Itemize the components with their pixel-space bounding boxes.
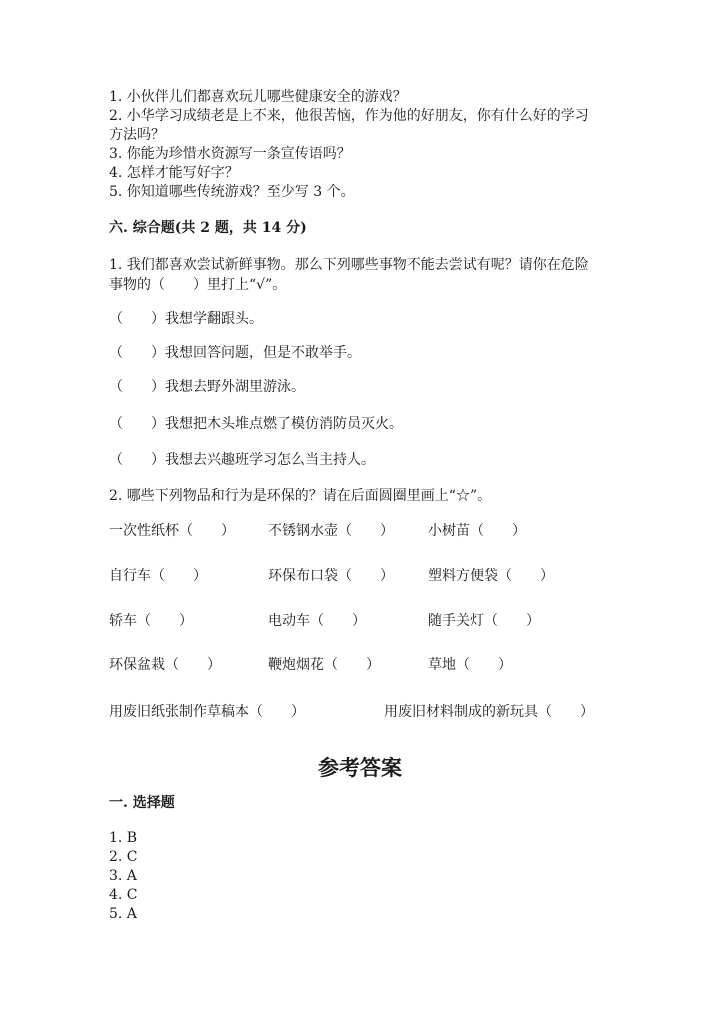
option-item: （ ）我想去兴趣班学习怎么当主持人。	[109, 452, 375, 468]
grid-item: 小树苗（ ）	[428, 523, 526, 539]
question-text: 1. 我们都喜欢尝试新鲜事物。那么下列哪些事物不能去尝试有呢？请你在危险	[109, 257, 589, 273]
question-line: 5. 你知道哪些传统游戏？至少写 3 个。	[109, 184, 355, 200]
section-heading: 一. 选择题	[109, 795, 175, 811]
answers-title: 参考答案	[318, 755, 402, 780]
question-line: 方法吗？	[109, 127, 165, 143]
grid-item: 不锈钢水壶（ ）	[268, 523, 394, 539]
option-item: （ ）我想回答问题，但是不敢举手。	[109, 345, 361, 361]
grid-item: 轿车（ ）	[109, 613, 193, 629]
question-text: 2. 哪些下列物品和行为是环保的？请在后面圆圈里画上“☆”。	[109, 488, 492, 504]
answer-item: 1. B	[109, 830, 138, 846]
grid-item: 自行车（ ）	[109, 568, 207, 584]
question-line: 3. 你能为珍惜水资源写一条宣传语吗？	[109, 146, 351, 162]
grid-item: 鞭炮烟花（ ）	[268, 657, 380, 673]
section-heading: 六. 综合题(共 2 题，共 14 分)	[109, 220, 307, 236]
question-text: 事物的（ ）里打上“√”。	[109, 277, 287, 293]
grid-item: 电动车（ ）	[268, 613, 366, 629]
option-item: （ ）我想把木头堆点燃了模仿消防员灭火。	[109, 416, 403, 432]
grid-item: 用废旧材料制成的新玩具（ ）	[384, 704, 594, 720]
answer-item: 3. A	[109, 868, 137, 884]
grid-item: 环保布口袋（ ）	[268, 568, 394, 584]
grid-item: 随手关灯（ ）	[428, 613, 540, 629]
grid-item: 环保盆栽（ ）	[109, 657, 221, 673]
grid-item: 塑料方便袋（ ）	[428, 568, 554, 584]
grid-item: 用废旧纸张制作草稿本（ ）	[109, 704, 305, 720]
answer-item: 2. C	[109, 849, 138, 865]
question-line: 1. 小伙伴儿们都喜欢玩儿哪些健康安全的游戏？	[109, 89, 407, 105]
question-line: 4. 怎样才能写好字？	[109, 165, 239, 181]
grid-item: 草地（ ）	[428, 657, 512, 673]
answer-item: 5. A	[109, 906, 137, 922]
grid-item: 一次性纸杯（ ）	[109, 523, 235, 539]
option-item: （ ）我想去野外湖里游泳。	[109, 379, 305, 395]
question-line: 2. 小华学习成绩老是上不来，他很苦恼，作为他的好朋友，你有什么好的学习	[109, 108, 589, 124]
option-item: （ ）我想学翻跟头。	[109, 311, 263, 327]
answer-item: 4. C	[109, 887, 138, 903]
